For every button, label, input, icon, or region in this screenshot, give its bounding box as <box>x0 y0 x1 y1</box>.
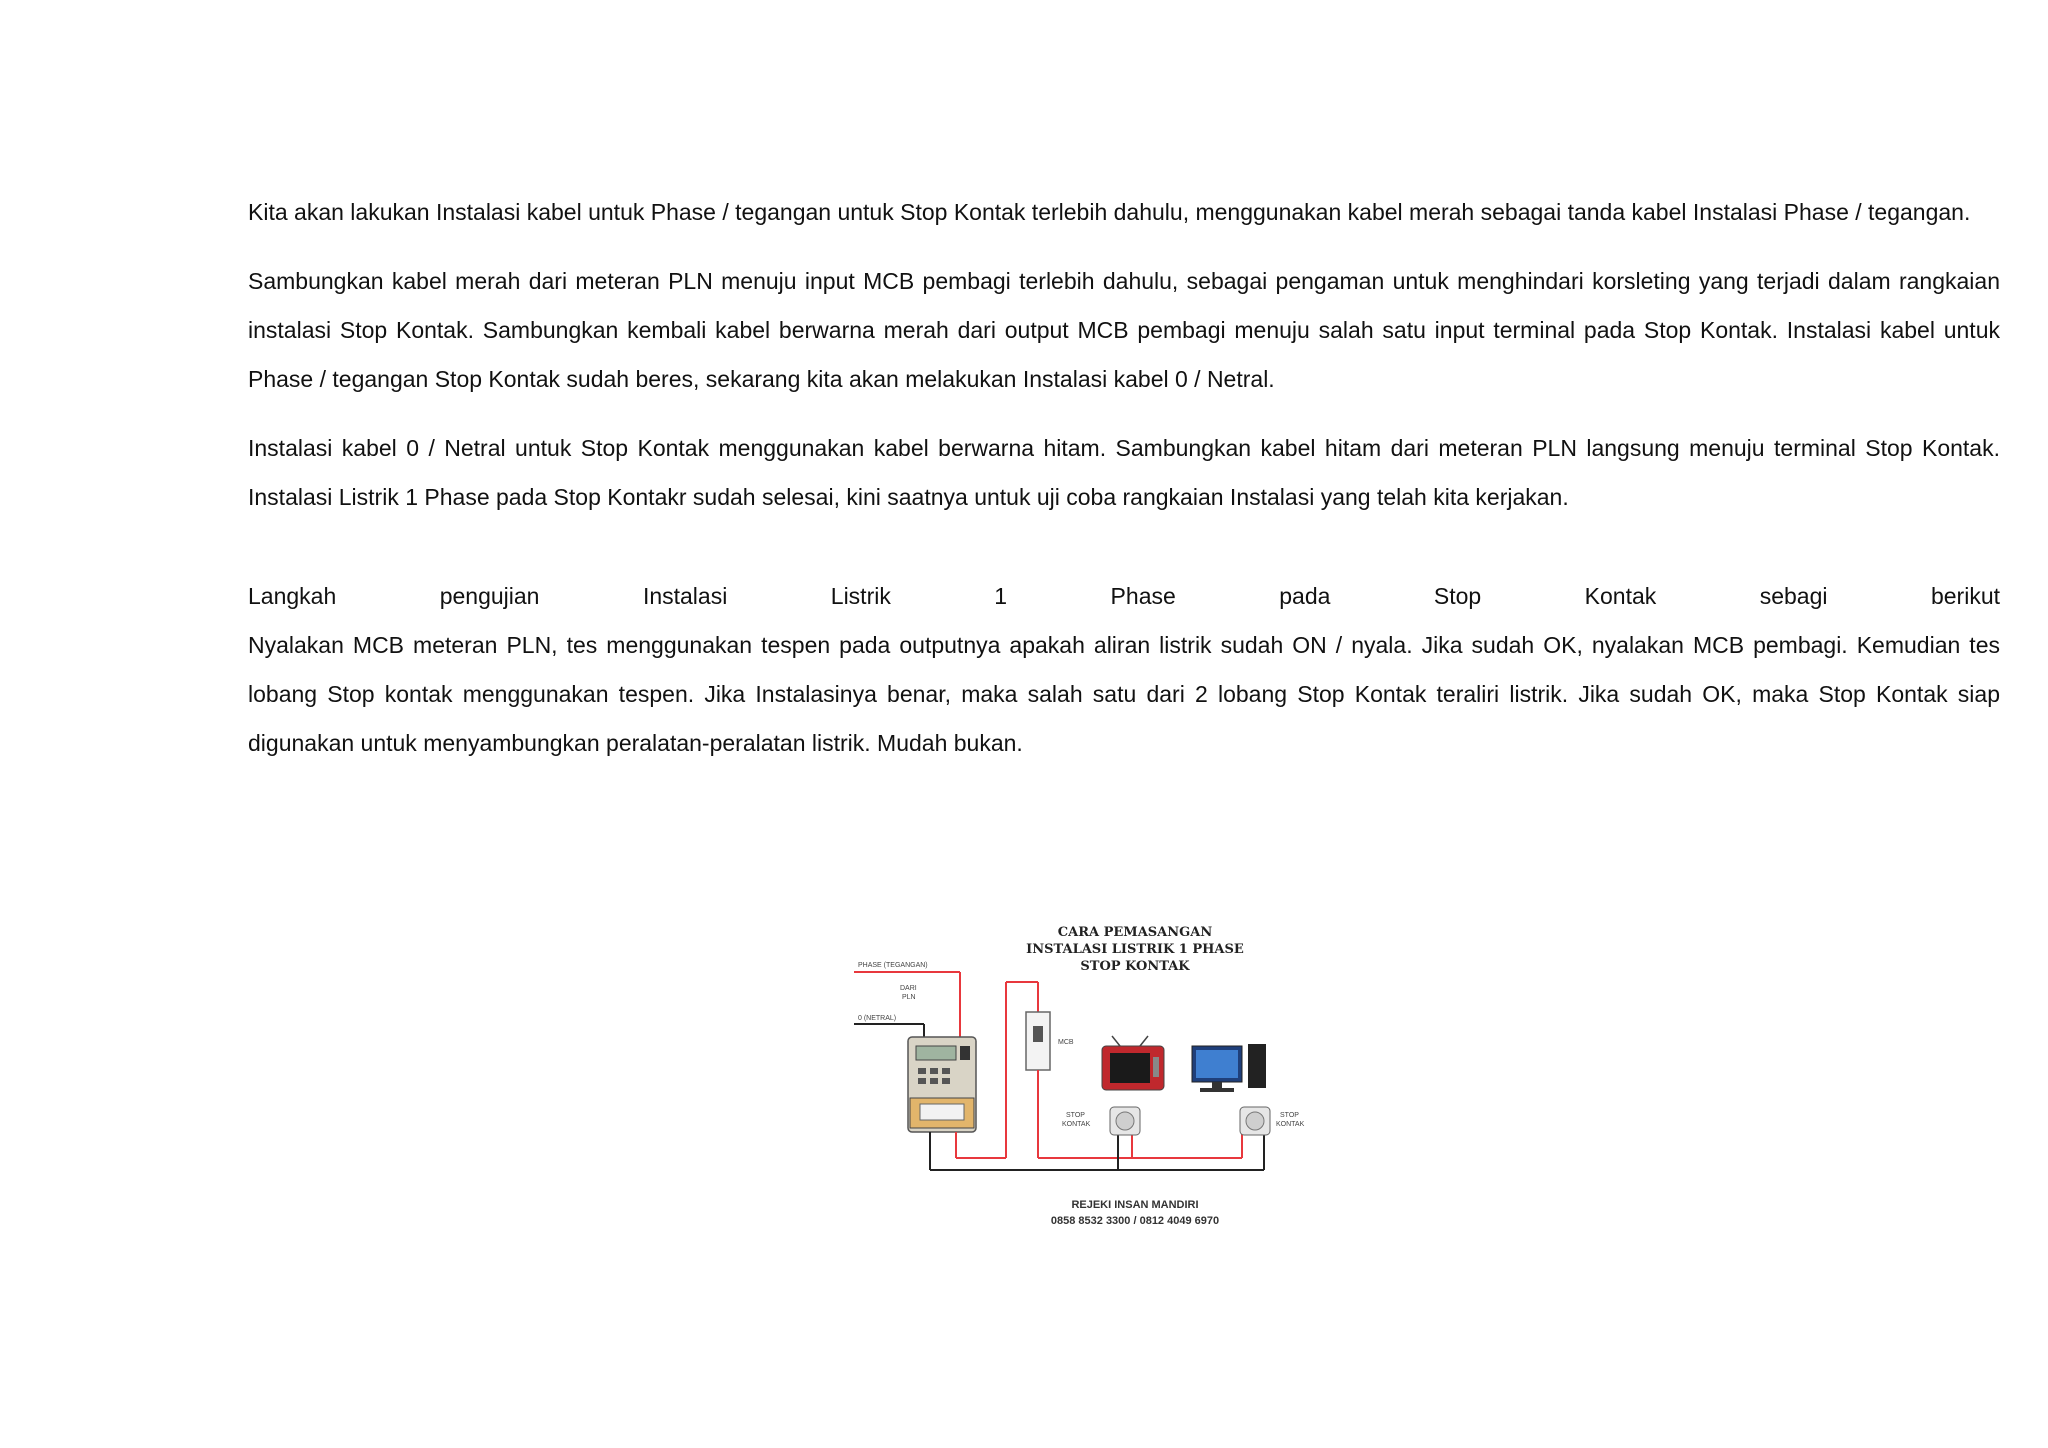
label-mcb: MCB <box>1058 1039 1074 1046</box>
paragraph-phase-intro: Kita akan lakukan Instalasi kabel untuk Phase / tegangan untuk Stop Kontak terlebih dahulu, menggunakan kabel merah sebagai tanda kabel Instalasi Phase / tegangan. <box>248 199 1971 225</box>
label-phase: PHASE (TEGANGAN) <box>858 962 928 969</box>
diagram-title-line2: INSTALASI LISTRIK 1 PHASE <box>1026 942 1244 957</box>
paragraph-testing-heading: Langkah pengujian Instalasi Listrik 1 Phase pada Stop Kontak sebagi berikut <box>248 583 2000 609</box>
stop-kontak-left-icon <box>1110 1107 1140 1135</box>
label-pln: PLN <box>902 994 916 1001</box>
label-netral: 0 (NETRAL) <box>858 1015 897 1022</box>
label-stop-right: STOP <box>1280 1112 1299 1119</box>
body-text <box>248 188 2000 788</box>
stop-kontak-right-icon <box>1240 1107 1270 1135</box>
paragraph-testing-body: Nyalakan MCB meteran PLN, tes menggunakan tespen pada outputnya apakah aliran listrik sudah ON / nyala. Jika sudah OK, nyalakan MCB pembagi. Kemudian tes lobang Stop kontak menggunakan tespen. Jika Instalasinya benar, maka salah satu dari 2 lobang Stop Kontak teraliri listrik. Jika sudah OK, maka Stop Kontak siap digunakan untuk menyambungkan peralatan-peralatan listrik. Mudah bukan. <box>248 632 2000 756</box>
diagram-footer-name: REJEKI INSAN MANDIRI <box>1071 1199 1199 1211</box>
kwh-meter-icon <box>908 1037 976 1132</box>
label-stop-left: STOP <box>1066 1112 1085 1119</box>
label-kontak-left: KONTAK <box>1062 1121 1091 1128</box>
label-dari: DARI <box>900 985 917 992</box>
wiring-diagram <box>840 912 1400 1242</box>
paragraph-phase-steps: Sambungkan kabel merah dari meteran PLN menuju input MCB pembagi terlebih dahulu, sebagai pengaman untuk menghindari korsleting yang terjadi dalam rangkaian instalasi Stop Kontak. Sambungkan kembali kabel berwarna merah dari output MCB pembagi menuju salah satu input terminal pada Stop Kontak. Instalasi kabel untuk Phase / tegangan Stop Kontak sudah beres, sekarang kita akan melakukan Instalasi kabel 0 / Netral. <box>248 268 2000 392</box>
diagram-title-line3: STOP KONTAK <box>1080 959 1190 974</box>
diagram-footer-phone: 0858 8532 3300 / 0812 4049 6970 <box>1050 1215 1220 1227</box>
mcb-icon <box>1026 1012 1050 1070</box>
label-kontak-right: KONTAK <box>1276 1121 1305 1128</box>
wiring-diagram-figure <box>840 912 1400 1242</box>
diagram-title-line1: CARA PEMASANGAN <box>1057 925 1213 940</box>
paragraph-netral: Instalasi kabel 0 / Netral untuk Stop Kontak menggunakan kabel berwarna hitam. Sambungkan kabel hitam dari meteran PLN langsung menuju terminal Stop Kontak. Instalasi Listrik 1 Phase pada Stop Kontakr sudah selesai, kini saatnya untuk uji coba rangkaian Instalasi yang telah kita kerjakan. <box>248 435 2000 510</box>
